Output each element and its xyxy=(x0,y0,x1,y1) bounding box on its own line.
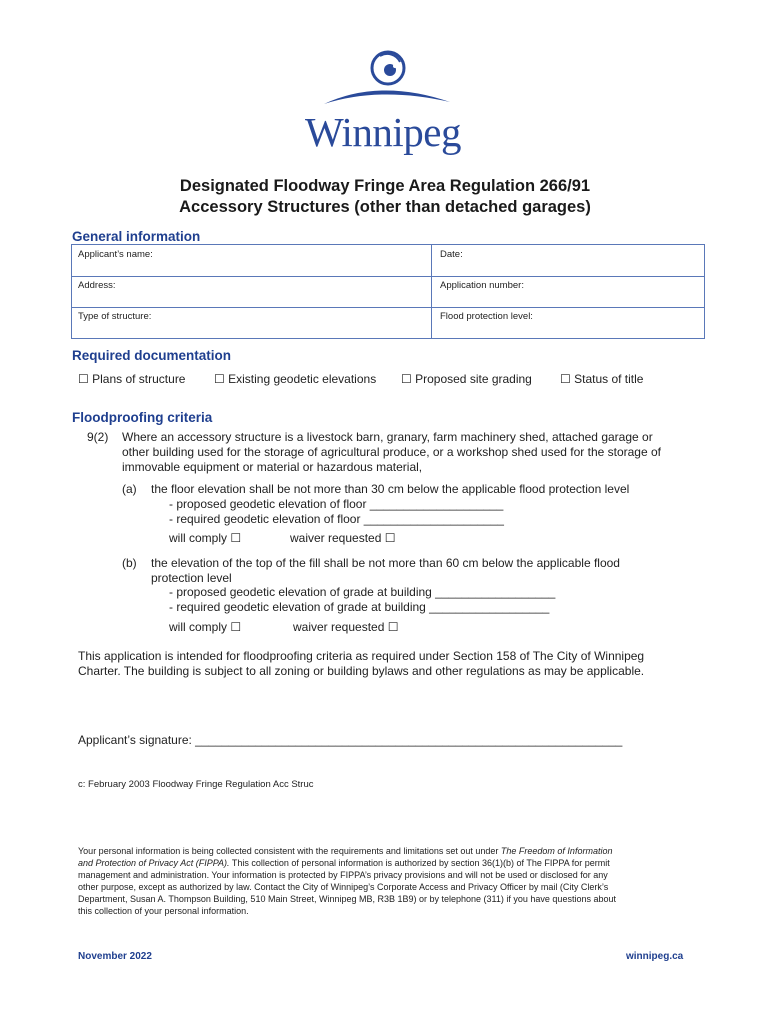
intro-line-2: other building used for the storage of agricultural produce, or a workshop shed used for the storage of xyxy=(122,445,661,459)
clause-b-required-grade[interactable]: - required geodetic elevation of grade at building __________________ xyxy=(169,600,550,614)
applicant-name-field[interactable]: Applicant’s name: xyxy=(78,249,153,260)
clause-b-proposed-grade[interactable]: - proposed geodetic elevation of grade at building __________________ xyxy=(169,585,556,599)
checkbox-icon[interactable]: ☐ xyxy=(214,372,225,386)
clause-a-will-comply-checkbox[interactable]: will comply ☐ xyxy=(169,531,242,545)
required-documentation-heading: Required documentation xyxy=(72,348,232,363)
section-number: 9(2) xyxy=(87,430,109,444)
privacy-notice-line-3: management and administration. Your information is protected by FIPPA’s privacy provisions and will not be used or disclosed for any xyxy=(78,870,608,880)
address-field[interactable]: Address: xyxy=(78,280,116,291)
general-information-table xyxy=(71,244,705,339)
general-information-heading: General information xyxy=(72,229,201,244)
form-title-line-1: Designated Floodway Fringe Area Regulation 266/91 xyxy=(179,177,591,195)
date-field[interactable]: Date: xyxy=(440,249,463,260)
application-note-line-2: Charter. The building is subject to all zoning or building bylaws and other regulations as may be applicable. xyxy=(78,664,645,678)
footer-date: November 2022 xyxy=(78,951,152,962)
checkbox-icon[interactable]: ☐ xyxy=(401,372,412,386)
form-title-line-2: Accessory Structures (other than detached garages) xyxy=(179,198,591,216)
clause-b-label: (b) xyxy=(122,556,137,570)
checkbox-icon[interactable]: ☐ xyxy=(78,372,89,386)
clause-b-will-comply-checkbox[interactable]: will comply ☐ xyxy=(169,620,242,634)
checkbox-existing-geodetic-elevations[interactable] xyxy=(214,372,376,386)
clause-a-text: the floor elevation shall be not more than 30 cm below the applicable flood protection level xyxy=(151,482,630,496)
checkbox-label: Status of title xyxy=(574,372,644,386)
type-of-structure-field[interactable]: Type of structure: xyxy=(78,311,152,322)
intro-line-3: immovable equipment or material or hazardous material, xyxy=(122,460,423,474)
checkbox-label: Proposed site grading xyxy=(415,372,532,386)
checkbox-status-of-title[interactable] xyxy=(560,372,643,386)
intro-line-1: Where an accessory structure is a livestock barn, granary, farm machinery shed, attached garage or xyxy=(122,430,653,444)
application-note-line-1: This application is intended for floodproofing criteria as required under Section 158 of The City of Winnipeg xyxy=(78,649,645,663)
logo-swoosh xyxy=(324,90,450,104)
application-number-field[interactable]: Application number: xyxy=(440,280,524,291)
clause-b-waiver-checkbox[interactable]: waiver requested ☐ xyxy=(293,620,399,634)
checkbox-proposed-site-grading[interactable] xyxy=(401,372,532,386)
privacy-notice-line-4: other purpose, except as authorized by law. Contact the City of Winnipeg’s Corporate Access and Privacy Officer by mail (City Clerk’s xyxy=(78,882,609,892)
privacy-notice-line-1: Your personal information is being collected consistent with the requirements and limitations set out under The Freedom of Information xyxy=(78,846,613,856)
checkbox-plans-of-structure[interactable] xyxy=(78,372,185,386)
clause-a-waiver-checkbox[interactable]: waiver requested ☐ xyxy=(290,531,396,545)
clause-b-text-line-1: the elevation of the top of the fill shall be not more than 60 cm below the applicable flood xyxy=(151,556,620,570)
logo-wordmark: Winnipeg xyxy=(304,109,462,155)
flood-protection-level-field[interactable]: Flood protection level: xyxy=(440,311,533,322)
footer-website-link[interactable]: winnipeg.ca xyxy=(626,951,684,962)
clause-a-required-elevation[interactable]: - required geodetic elevation of floor _____________________ xyxy=(169,512,504,526)
privacy-notice-line-6: this collection of your personal information. xyxy=(78,906,249,916)
clause-b-text-line-2: protection level xyxy=(151,571,232,585)
document-reference: c: February 2003 Floodway Fringe Regulation Acc Struc xyxy=(78,779,314,790)
clause-a-label: (a) xyxy=(122,482,137,496)
checkbox-label: Existing geodetic elevations xyxy=(228,372,377,386)
floodproofing-criteria-heading: Floodproofing criteria xyxy=(72,410,213,425)
checkbox-icon[interactable]: ☐ xyxy=(560,372,571,386)
clause-a-proposed-elevation[interactable]: - proposed geodetic elevation of floor ____________________ xyxy=(169,497,504,511)
applicant-signature-field[interactable]: Applicant’s signature: ________________________________________________________________ xyxy=(78,733,623,747)
privacy-notice-line-2: and Protection of Privacy Act (FIPPA). This collection of personal information is authorized by section 36(1)(b) of The FIPPA for permit xyxy=(78,858,610,868)
checkbox-label: Plans of structure xyxy=(92,372,186,386)
privacy-notice-line-5: Department, Susan A. Thompson Building, 510 Main Street, Winnipeg MB, R3B 1B9) or by telephone (311) if you have questions about xyxy=(78,894,616,904)
